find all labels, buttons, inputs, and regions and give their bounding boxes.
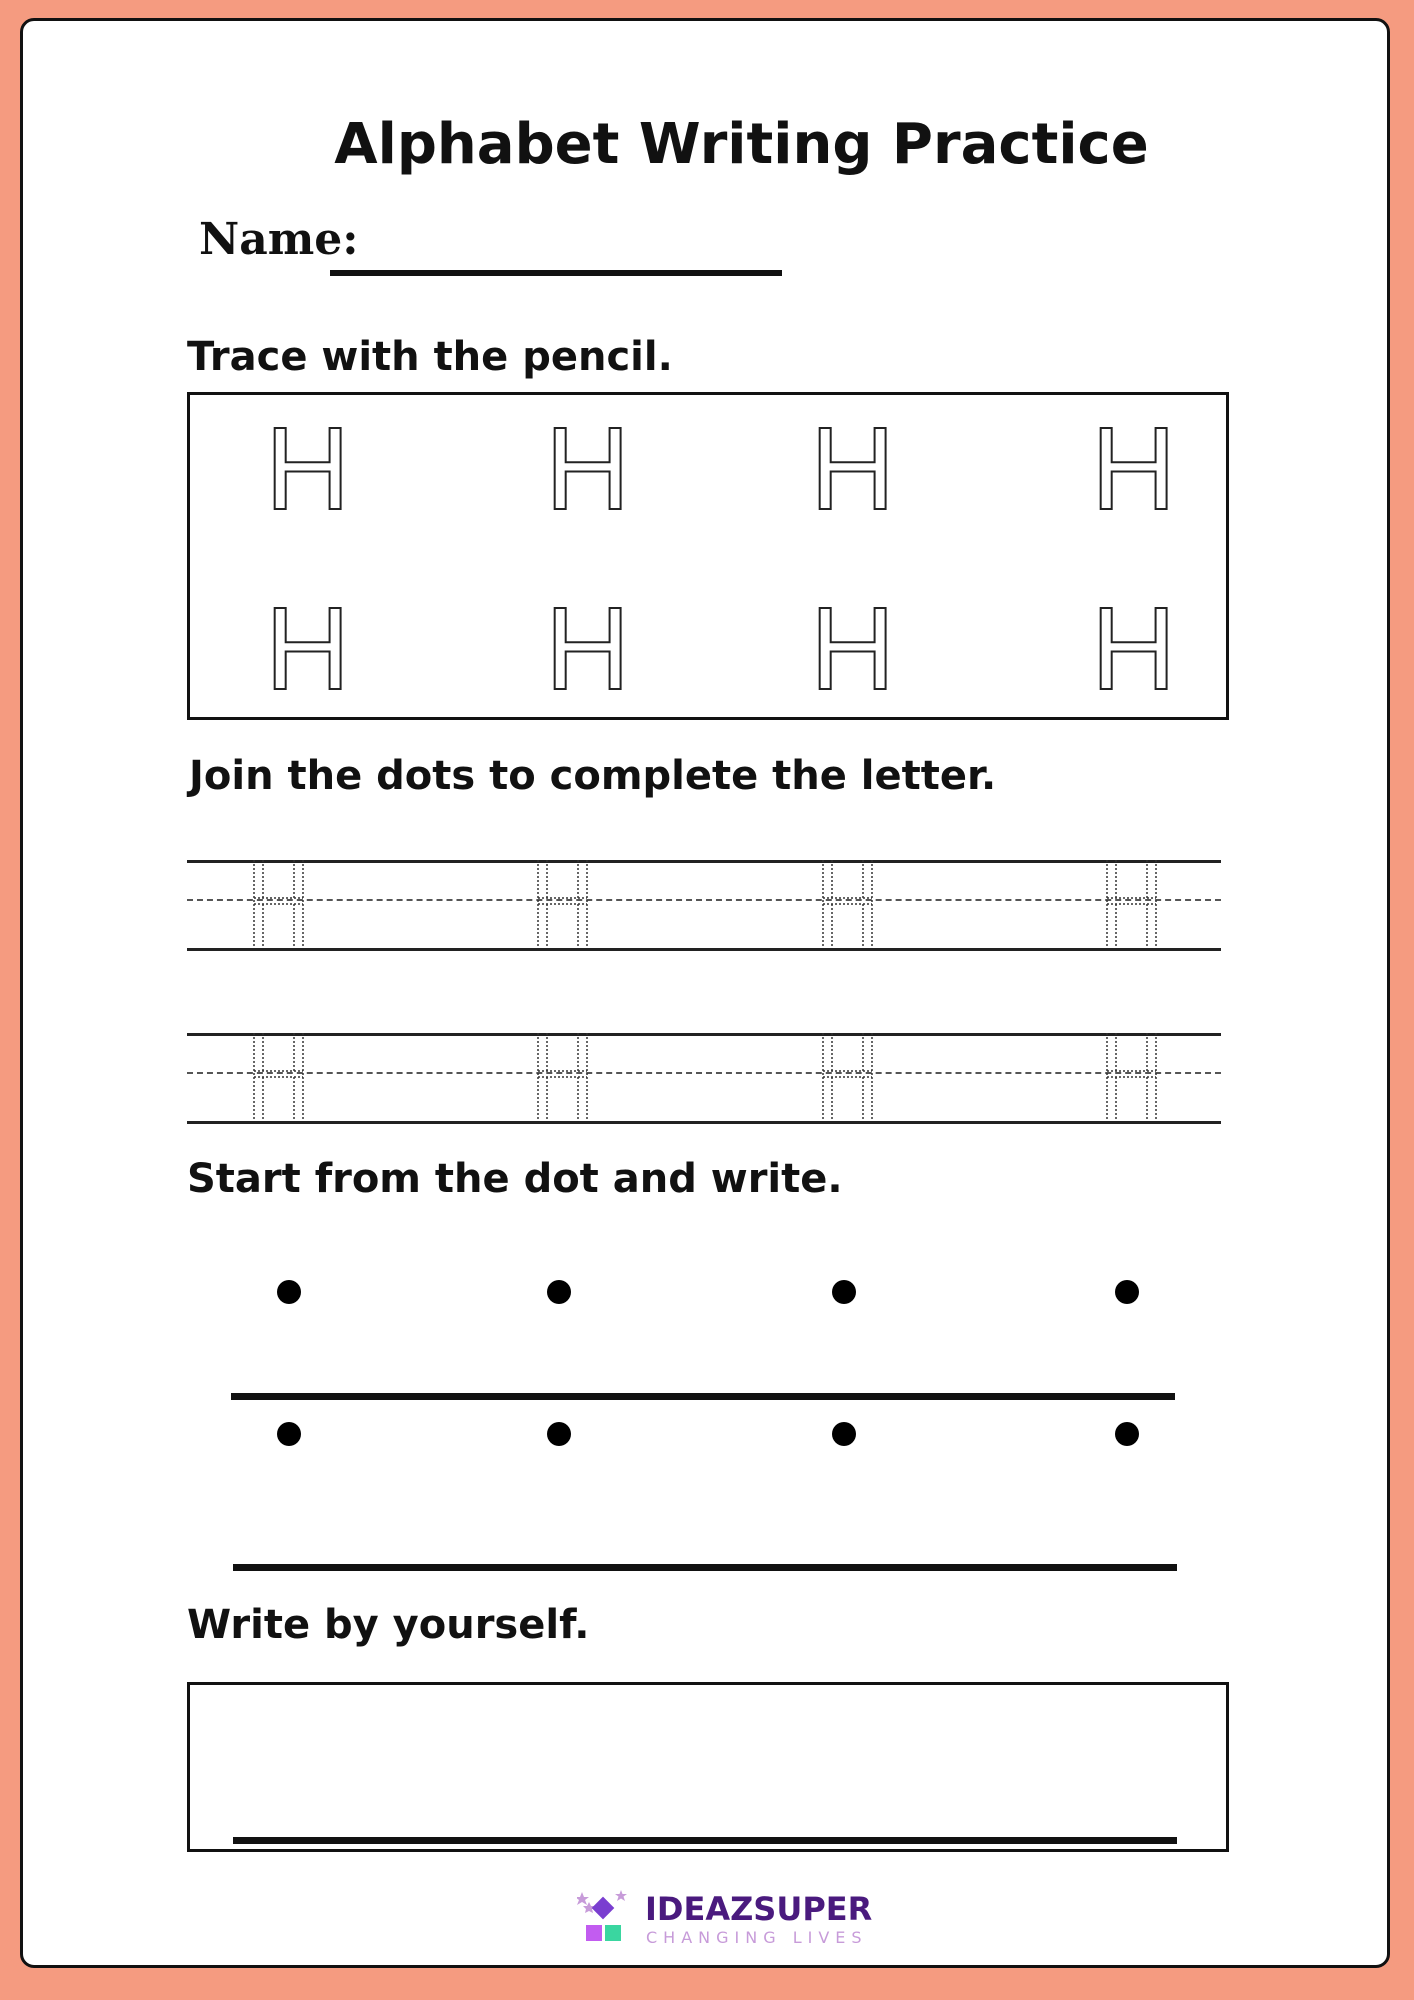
start-dot [547,1422,571,1446]
trace-letter: H [1091,583,1177,715]
dotted-letter[interactable] [537,860,589,950]
join-midline [187,1072,1221,1074]
dotted-letter[interactable] [253,1033,305,1123]
start-dot [1115,1422,1139,1446]
page-title: Alphabet Writing Practice [334,112,1149,177]
dotted-letter[interactable] [822,1033,874,1123]
logo-brand-text: IDEAZSUPER [645,1890,873,1928]
dotted-letter[interactable] [822,860,874,950]
dotted-letter[interactable] [537,1033,589,1123]
join-dots-section-heading: Join the dots to complete the letter. [189,753,997,799]
join-top-line [187,860,1221,863]
start-dot [832,1422,856,1446]
join-bottom-line [187,1121,1221,1124]
ideazsuper-logo-icon [577,1888,627,1944]
start-dot [547,1280,571,1304]
join-bottom-line [187,948,1221,951]
write-yourself-box[interactable] [187,1682,1229,1852]
start-dot [277,1280,301,1304]
trace-section-heading: Trace with the pencil. [187,334,673,380]
trace-letter: H [545,403,631,535]
worksheet-page [20,18,1390,1968]
trace-letter: H [1091,403,1177,535]
join-midline [187,899,1221,901]
dotted-letter[interactable] [253,860,305,950]
start-dot [1115,1280,1139,1304]
name-field-line[interactable] [330,270,782,276]
start-dot-section-heading: Start from the dot and write. [187,1156,843,1202]
join-top-line [187,1033,1221,1036]
trace-letter: H [545,583,631,715]
name-label: Name: [199,214,359,265]
trace-letter: H [810,583,896,715]
write-yourself-section-heading: Write by yourself. [187,1602,590,1648]
writing-baseline [233,1564,1177,1571]
trace-letter: H [265,403,351,535]
dotted-letter[interactable] [1106,1033,1158,1123]
writing-baseline [231,1393,1175,1400]
trace-letter: H [265,583,351,715]
dotted-letter[interactable] [1106,860,1158,950]
start-dot [832,1280,856,1304]
trace-letter: H [810,403,896,535]
write-yourself-baseline [233,1837,1177,1844]
logo-tagline: CHANGING LIVES [646,1928,868,1947]
start-dot [277,1422,301,1446]
